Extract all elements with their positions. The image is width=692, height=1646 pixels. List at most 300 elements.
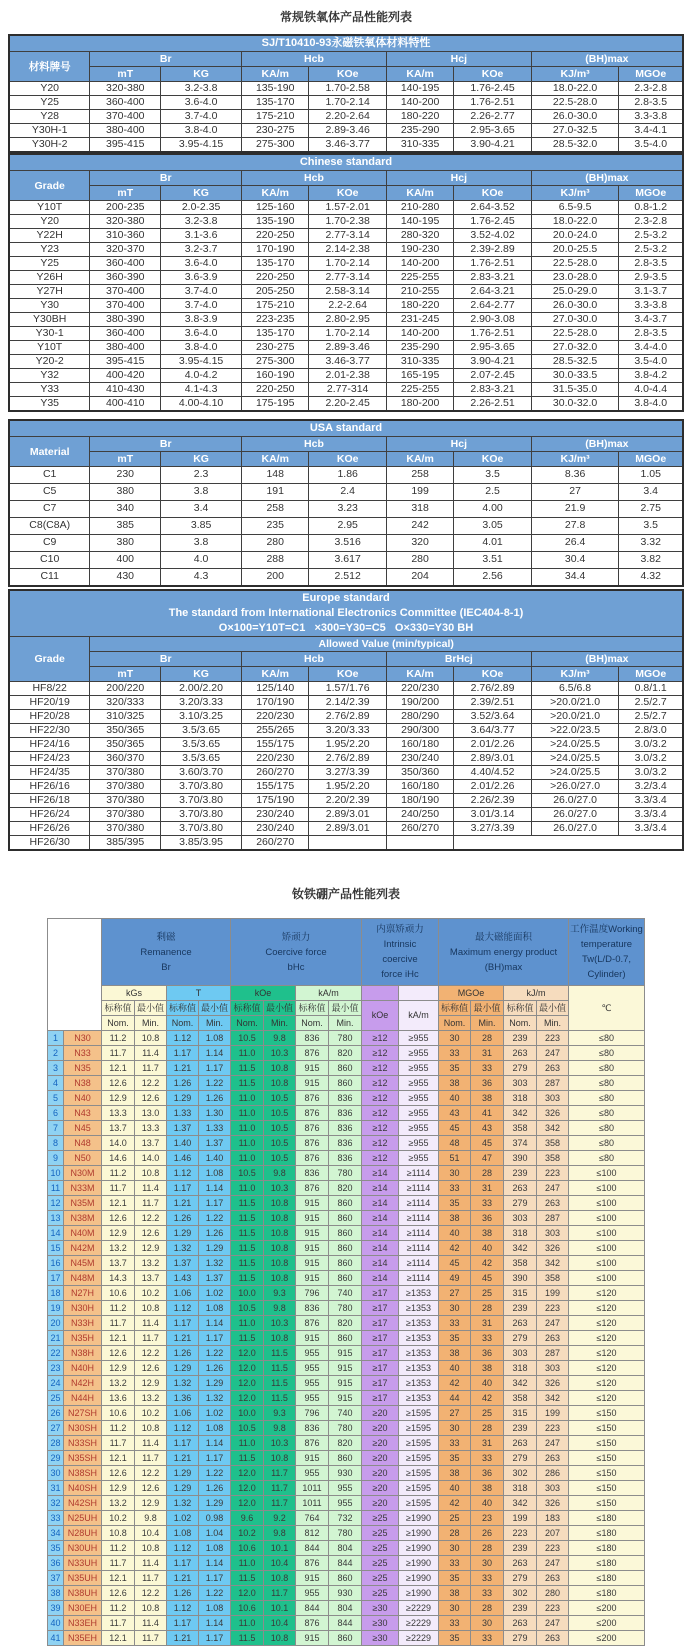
value-cell: 155/175 (242, 738, 309, 752)
unit-header: KA/m (386, 667, 453, 682)
value-cell: 28.5-32.0 (531, 138, 619, 153)
value-cell: 30 (471, 1556, 504, 1571)
unit-header: KOe (454, 67, 532, 82)
value-cell: 223 (537, 1301, 569, 1316)
value-cell: ≤80 (569, 1061, 645, 1076)
value-cell: 1.46 (167, 1151, 199, 1166)
group-header: Hcb (242, 171, 387, 186)
value-cell: 11.2 (102, 1541, 135, 1556)
value-cell: ≥25 (362, 1526, 399, 1541)
value-cell: 263 (537, 1571, 569, 1586)
table-row (9, 96, 683, 110)
value-cell: 820 (329, 1046, 362, 1061)
value-cell: 10.6 (102, 1406, 135, 1421)
value-cell: ≤80 (569, 1136, 645, 1151)
value-cell: 11.2 (102, 1031, 135, 1046)
value-cell: ≤200 (569, 1616, 645, 1631)
value-cell: 860 (329, 1226, 362, 1241)
value-cell: 1.26 (167, 1586, 199, 1601)
group-header-row (9, 171, 683, 186)
grade-cell: C10 (9, 552, 90, 569)
table-row (48, 1271, 645, 1286)
row-number-cell: 26 (48, 1406, 64, 1421)
grade-cell: N48 (64, 1136, 102, 1151)
value-cell: 11.2 (102, 1166, 135, 1181)
value-cell: 3.90-4.21 (454, 355, 532, 369)
value-cell: 28 (439, 1526, 471, 1541)
value-cell: 342 (504, 1496, 537, 1511)
value-cell: 302 (504, 1586, 537, 1601)
value-cell: 1.14 (199, 1181, 231, 1196)
grade-cell: N30M (64, 1166, 102, 1181)
table-row (48, 1166, 645, 1181)
value-cell: 45 (471, 1271, 504, 1286)
value-cell: 9.8 (264, 1421, 296, 1436)
value-cell: 23 (471, 1511, 504, 1526)
nominal-zh-header: 标称值 (102, 1001, 135, 1016)
value-cell: 280 (537, 1586, 569, 1601)
value-cell: 180-220 (386, 299, 453, 313)
value-cell: 2.01-2.38 (309, 369, 387, 383)
value-cell: 3.5 (619, 518, 683, 535)
value-cell: 33 (439, 1556, 471, 1571)
value-cell: 31 (471, 1316, 504, 1331)
value-cell: 1.12 (167, 1421, 199, 1436)
value-cell: 1.17 (199, 1331, 231, 1346)
value-cell: 1.37 (199, 1136, 231, 1151)
unit-header: KA/m (386, 186, 453, 201)
table-row (9, 313, 683, 327)
value-cell: 342 (504, 1376, 537, 1391)
value-cell: ≥1114 (399, 1181, 439, 1196)
value-cell: ≥1595 (399, 1436, 439, 1451)
value-cell: 12.2 (135, 1076, 167, 1091)
value-cell: 860 (329, 1451, 362, 1466)
ferrite-section-title: 常规铁氧体产品性能列表 (279, 10, 412, 24)
value-cell: 812 (296, 1526, 329, 1541)
value-cell: 1.02 (199, 1286, 231, 1301)
row-number-cell: 21 (48, 1331, 64, 1346)
value-cell: 876 (296, 1091, 329, 1106)
value-cell: 11.2 (102, 1421, 135, 1436)
table-band (9, 154, 683, 171)
value-cell: 3.46-3.77 (309, 138, 387, 153)
value-cell: 43 (471, 1121, 504, 1136)
allowed-value-row (9, 637, 683, 652)
table-row (9, 138, 683, 153)
unit-header: KA/m (386, 67, 453, 82)
value-cell: 780 (329, 1526, 362, 1541)
value-cell: 0.98 (199, 1511, 231, 1526)
value-cell: 230/240 (242, 808, 309, 822)
value-cell: 12.1 (102, 1631, 135, 1646)
value-cell: 12.1 (102, 1061, 135, 1076)
value-cell: 915 (329, 1376, 362, 1391)
value-cell: 3.64/3.77 (454, 724, 532, 738)
row-number-cell: 14 (48, 1226, 64, 1241)
value-cell: 390 (504, 1271, 537, 1286)
value-cell: 28 (471, 1601, 504, 1616)
value-cell: 33 (471, 1571, 504, 1586)
minimum-en-header: Min. (264, 1016, 296, 1031)
value-cell: ≥14 (362, 1241, 399, 1256)
value-cell: 11.7 (264, 1466, 296, 1481)
grade-cell: Y22H (9, 229, 90, 243)
group-header: BrHcj (386, 652, 531, 667)
value-cell: 1.12 (167, 1301, 199, 1316)
value-cell: 955 (296, 1466, 329, 1481)
value-cell: 3.3/3.4 (619, 794, 683, 808)
value-cell: 30 (439, 1421, 471, 1436)
table-row (48, 1571, 645, 1586)
value-cell: 315 (504, 1286, 537, 1301)
table-row (9, 110, 683, 124)
table-row (48, 1241, 645, 1256)
value-cell: 930 (329, 1586, 362, 1601)
value-cell: 280 (386, 552, 453, 569)
value-cell: 239 (504, 1541, 537, 1556)
value-cell: 390 (504, 1151, 537, 1166)
value-cell: 2.64-3.21 (454, 285, 532, 299)
unit-header: KOe (309, 667, 387, 682)
table-row (9, 808, 683, 822)
value-cell (619, 836, 683, 851)
value-cell: 740 (329, 1406, 362, 1421)
value-cell: 955 (329, 1496, 362, 1511)
value-cell: 2.77-3.14 (309, 229, 387, 243)
value-cell: 10.8 (102, 1526, 135, 1541)
value-cell: 876 (296, 1181, 329, 1196)
value-cell: 260/270 (386, 822, 453, 836)
table-row (48, 1136, 645, 1151)
value-cell: 1.32 (167, 1241, 199, 1256)
value-cell: ≤100 (569, 1256, 645, 1271)
value-cell: 12.9 (102, 1226, 135, 1241)
value-cell: 342 (537, 1121, 569, 1136)
value-cell: 380-400 (90, 124, 161, 138)
group-header: (BH)max (531, 652, 683, 667)
grade-cell: HF8/22 (9, 682, 90, 696)
grade-cell: N38UH (64, 1586, 102, 1601)
value-cell: 11.0 (231, 1556, 264, 1571)
value-cell: ≥1353 (399, 1361, 439, 1376)
value-cell: 263 (504, 1316, 537, 1331)
value-cell: 3.2-3.8 (161, 82, 242, 96)
value-cell: ≥12 (362, 1136, 399, 1151)
row-number-cell: 25 (48, 1391, 64, 1406)
value-cell: 263 (504, 1556, 537, 1571)
unit-header: mT (90, 186, 161, 201)
value-cell: 10.8 (135, 1421, 167, 1436)
value-cell: 49 (439, 1271, 471, 1286)
row-number-cell: 15 (48, 1241, 64, 1256)
value-cell: 2.75 (619, 501, 683, 518)
value-cell: ≤180 (569, 1541, 645, 1556)
value-cell: ≥955 (399, 1076, 439, 1091)
value-cell: 1.40 (199, 1151, 231, 1166)
value-cell: 239 (504, 1601, 537, 1616)
value-cell: 27.8 (531, 518, 619, 535)
value-cell: 3.1-3.6 (161, 229, 242, 243)
value-cell: 25 (471, 1406, 504, 1421)
value-cell: 360/370 (90, 752, 161, 766)
value-cell: 263 (537, 1331, 569, 1346)
value-cell: 360-390 (90, 271, 161, 285)
value-cell: ≥1353 (399, 1301, 439, 1316)
grade-cell: N30H (64, 1301, 102, 1316)
unit-header: KOe (454, 452, 532, 467)
unit-header-row (9, 186, 683, 201)
table-row (48, 1211, 645, 1226)
value-cell: 1.29 (167, 1466, 199, 1481)
value-cell: 9.6 (231, 1511, 264, 1526)
value-cell: 30 (439, 1166, 471, 1181)
row-number-cell: 8 (48, 1136, 64, 1151)
grade-cell: C5 (9, 484, 90, 501)
nominal-en-header: Nom. (167, 1016, 199, 1031)
value-cell: 860 (329, 1076, 362, 1091)
value-cell: 205-250 (242, 285, 309, 299)
group-header-row (9, 652, 683, 667)
value-cell: 10.8 (264, 1631, 296, 1646)
table-row (48, 1421, 645, 1436)
value-cell: 4.32 (619, 569, 683, 587)
value-cell: 303 (537, 1091, 569, 1106)
group-header-line: Coercive force (265, 946, 327, 958)
value-cell: >24.0/25.5 (531, 752, 619, 766)
grade-cell: C9 (9, 535, 90, 552)
grade-cell: N40H (64, 1361, 102, 1376)
value-cell: 915 (296, 1226, 329, 1241)
value-cell: 1.21 (167, 1571, 199, 1586)
value-cell: 12.9 (102, 1091, 135, 1106)
value-cell: 140-200 (386, 96, 453, 110)
table-row (48, 1256, 645, 1271)
grade-cell: C1 (9, 467, 90, 484)
value-cell: 370/380 (90, 808, 161, 822)
value-cell: 370/380 (90, 766, 161, 780)
value-cell: 263 (537, 1061, 569, 1076)
value-cell: 1.26 (167, 1076, 199, 1091)
value-cell: ≥14 (362, 1196, 399, 1211)
unit-header: MGOe (619, 452, 683, 467)
value-cell: 183 (537, 1511, 569, 1526)
value-cell: 796 (296, 1406, 329, 1421)
value-cell: 11.4 (135, 1436, 167, 1451)
value-cell: 11.7 (135, 1196, 167, 1211)
value-cell: ≤100 (569, 1241, 645, 1256)
table-row (48, 1496, 645, 1511)
value-cell: 3.2-3.7 (161, 243, 242, 257)
group-header-line: 剩磁 (156, 931, 176, 943)
value-cell: 28 (471, 1031, 504, 1046)
value-cell: ≥20 (362, 1436, 399, 1451)
value-cell: 10.5 (231, 1301, 264, 1316)
group-header: Hcj (386, 52, 531, 67)
value-cell: 955 (296, 1361, 329, 1376)
value-cell: 12.6 (102, 1346, 135, 1361)
value-cell: 370/380 (90, 780, 161, 794)
grade-cell: HF24/16 (9, 738, 90, 752)
row-number-cell: 5 (48, 1091, 64, 1106)
value-cell: ≤150 (569, 1406, 645, 1421)
value-cell: 3.7-4.0 (161, 299, 242, 313)
value-cell: 320/333 (90, 696, 161, 710)
allowed-value-header: Allowed Value (min/typical) (90, 637, 683, 652)
value-cell: 199 (537, 1286, 569, 1301)
value-cell: 1.17 (199, 1631, 231, 1646)
value-cell: 3.46-3.77 (309, 355, 387, 369)
value-cell: ≥12 (362, 1076, 399, 1091)
value-cell: 255/265 (242, 724, 309, 738)
value-cell: 26.0/27.0 (531, 794, 619, 808)
grade-cell: Y25 (9, 257, 90, 271)
value-cell: 1.40 (167, 1136, 199, 1151)
minimum-en-header: Min. (135, 1016, 167, 1031)
value-cell: ≥1595 (399, 1496, 439, 1511)
value-cell: 4.0 (161, 552, 242, 569)
value-cell: 350/365 (90, 724, 161, 738)
value-cell: 1.76-2.51 (454, 327, 532, 341)
value-cell: 200/220 (90, 682, 161, 696)
grade-cell: N33SH (64, 1436, 102, 1451)
row-number-cell: 28 (48, 1436, 64, 1451)
value-cell: 2.89-3.46 (309, 124, 387, 138)
value-cell: 207 (537, 1526, 569, 1541)
value-cell: 13.2 (102, 1376, 135, 1391)
value-cell: 9.8 (264, 1526, 296, 1541)
value-cell: ≤80 (569, 1106, 645, 1121)
table-row (48, 1526, 645, 1541)
band-line: The standard from International Electronics Committee (IEC404-8-1) (168, 607, 524, 619)
value-cell: 175-210 (242, 110, 309, 124)
value-cell: 385/395 (90, 836, 161, 851)
group-header-line: Intrinsic (383, 939, 417, 950)
value-cell: ≥14 (362, 1226, 399, 1241)
grade-cell: Y35 (9, 397, 90, 412)
value-cell: 3.3/3.4 (619, 822, 683, 836)
unit-header: KA/m (242, 667, 309, 682)
table-row (48, 1061, 645, 1076)
table-row (48, 1031, 645, 1046)
table-row (48, 1631, 645, 1646)
unit-header: KJ/m³ (531, 186, 619, 201)
unit-header-row (9, 667, 683, 682)
value-cell: 12.0 (231, 1346, 264, 1361)
grade-cell: Y25 (9, 96, 90, 110)
value-cell: 223 (537, 1541, 569, 1556)
value-cell: 3.516 (309, 535, 387, 552)
value-cell: 190-230 (386, 243, 453, 257)
value-cell: 860 (329, 1241, 362, 1256)
row-number-cell: 30 (48, 1466, 64, 1481)
value-cell: 1.32 (167, 1496, 199, 1511)
value-cell: 915 (296, 1061, 329, 1076)
value-cell: ≥17 (362, 1361, 399, 1376)
grade-cell: N38SH (64, 1466, 102, 1481)
group-header-line: Br (161, 961, 171, 973)
value-cell: 860 (329, 1211, 362, 1226)
value-cell: 4.40/4.52 (454, 766, 532, 780)
value-cell: 955 (296, 1346, 329, 1361)
value-cell: 25 (439, 1511, 471, 1526)
value-cell: 2.26/2.39 (454, 794, 532, 808)
value-cell: 43 (439, 1106, 471, 1121)
value-cell: 12.2 (135, 1346, 167, 1361)
value-cell: 30 (439, 1601, 471, 1616)
grade-cell: N40 (64, 1091, 102, 1106)
table-row (48, 1601, 645, 1616)
group-header-line: coercive (382, 954, 418, 965)
unit-header: KA/m (242, 67, 309, 82)
table-row (48, 1361, 645, 1376)
value-cell: 1.22 (199, 1211, 231, 1226)
row-number-cell: 12 (48, 1196, 64, 1211)
value-cell: 11.2 (102, 1301, 135, 1316)
ndfeb-table-container (0, 918, 692, 1646)
table-row (9, 383, 683, 397)
table-row (48, 1181, 645, 1196)
value-cell: 876 (296, 1121, 329, 1136)
value-cell: 1.57-2.01 (309, 201, 387, 215)
value-cell: 26.0-30.0 (531, 299, 619, 313)
value-cell: 3.4-4.1 (619, 124, 683, 138)
value-cell: 876 (296, 1616, 329, 1631)
value-cell: ≥25 (362, 1586, 399, 1601)
value-cell: 263 (504, 1181, 537, 1196)
value-cell: 36 (471, 1076, 504, 1091)
nominal-zh-header: 标称值 (296, 1001, 329, 1016)
value-cell: 33 (439, 1316, 471, 1331)
grade-cell: N35H (64, 1331, 102, 1346)
value-cell: 3.5/3.65 (161, 752, 242, 766)
unit-header: KG (161, 667, 242, 682)
value-cell: 26.0/27.0 (531, 822, 619, 836)
band-line: USA standard (309, 422, 383, 434)
nominal-zh-header: 标称值 (504, 1001, 537, 1016)
row-number-cell: 16 (48, 1256, 64, 1271)
value-cell: 374 (504, 1136, 537, 1151)
value-cell: 12.9 (102, 1481, 135, 1496)
value-cell: 42 (439, 1376, 471, 1391)
value-cell: 0.8-1.2 (619, 201, 683, 215)
grade-cell: N38M (64, 1211, 102, 1226)
value-cell: 9.3 (264, 1406, 296, 1421)
value-cell: 199 (504, 1511, 537, 1526)
value-cell: 876 (296, 1436, 329, 1451)
value-cell: 11.0 (231, 1316, 264, 1331)
value-cell: ≥14 (362, 1166, 399, 1181)
value-cell: 11.0 (231, 1436, 264, 1451)
value-cell: 287 (537, 1076, 569, 1091)
value-cell: 31 (471, 1181, 504, 1196)
grade-cell: HF24/35 (9, 766, 90, 780)
table-row (9, 822, 683, 836)
grade-cell: N35 (64, 1061, 102, 1076)
value-cell: 220/230 (386, 682, 453, 696)
row-number-cell: 32 (48, 1496, 64, 1511)
value-cell: 242 (386, 518, 453, 535)
value-cell: 326 (537, 1106, 569, 1121)
value-cell: 38 (439, 1466, 471, 1481)
value-cell: 1.12 (167, 1166, 199, 1181)
group-header-line: 工作温度Working (570, 924, 643, 935)
value-cell: 836 (296, 1421, 329, 1436)
value-cell: 12.1 (102, 1331, 135, 1346)
value-cell: 1.26 (199, 1226, 231, 1241)
grade-cell: N50 (64, 1151, 102, 1166)
value-cell: 915 (329, 1361, 362, 1376)
